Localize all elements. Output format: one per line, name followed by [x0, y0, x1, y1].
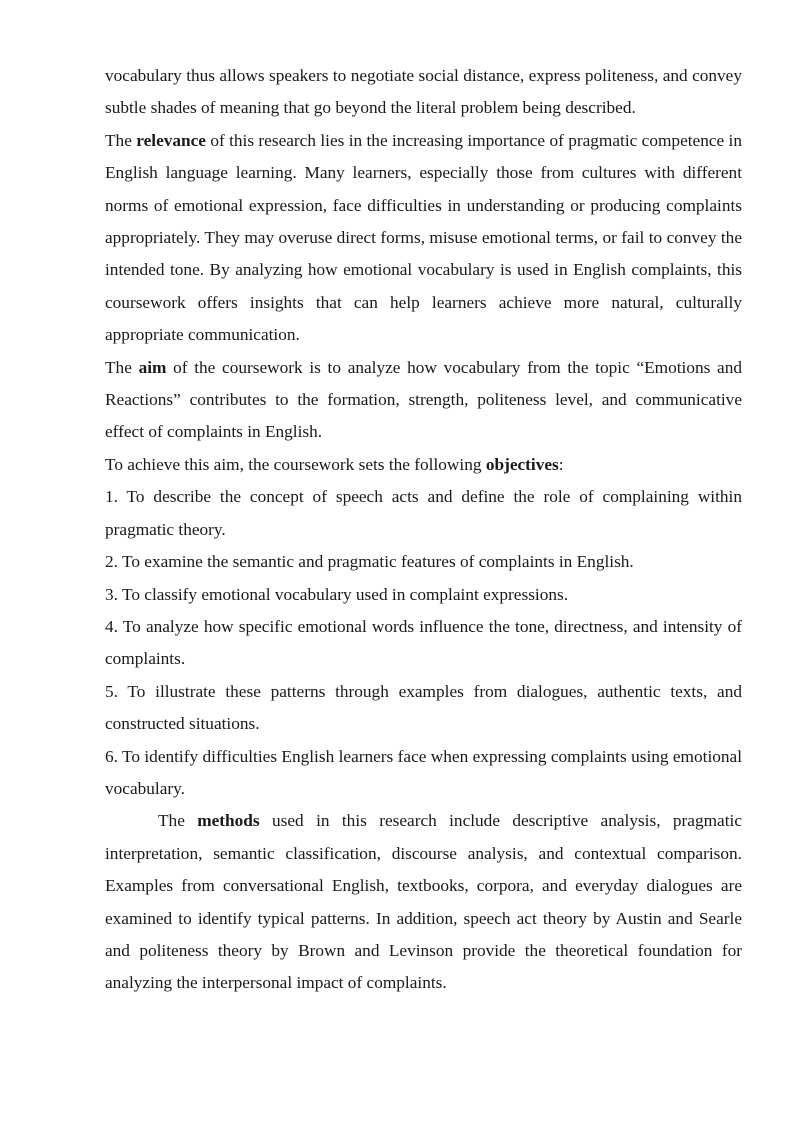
bold-term-methods: methods [197, 811, 260, 831]
document-page [105, 60, 742, 1000]
bold-term-relevance: relevance [136, 130, 206, 150]
text-segment: The [105, 130, 137, 150]
objective-item-4: 4. To analyze how specific emotional words influence the tone, directness, and intensity of complaints. [105, 616, 742, 669]
bold-term-objectives: objectives [485, 454, 559, 474]
text-segment: The [158, 811, 198, 831]
objective-item-6: 6. To identify difficulties English learners face when expressing complaints using emotional vocabulary. [105, 746, 742, 798]
objective-item-2: 2. To examine the semantic and pragmatic features of complaints in English. [105, 552, 634, 572]
text-segment: : [558, 454, 564, 474]
text-segment: used in this research include descriptive analysis, pragmatic interpretation, semantic classification, discourse analysis, and contextual comparison. Examples from conversational English, textbooks, corpora, and everyday dialogues are examined to identify typical patterns. In addition, speech act theory by Austin and Searle and politeness theory by Brown and Levinson provide the theoretical foundation for analyzing the interpersonal impact of complaints. [105, 811, 742, 993]
text-segment: of the coursework is to analyze how vocabulary from the topic “Emotions and Reactions” contributes to the formation, strength, politeness level, and communicative effect of complaints in English. [105, 357, 743, 442]
objective-item-3: 3. To classify emotional vocabulary used in complaint expressions. [105, 584, 569, 604]
paragraph-aim [105, 352, 742, 449]
text-segment: of this research lies in the increasing importance of pragmatic competence in English language learning. Many learners, especially those from cultures with different norms of emotional expression, face difficulties in understanding or producing complaints appropriately. They may overuse direct forms, misuse emotional terms, or fail to convey the intended tone. By analyzing how emotional vocabulary is used in English complaints, this coursework offers insights that can help learners achieve more natural, culturally appropriate communication. [105, 130, 742, 345]
objective-item-5: 5. To illustrate these patterns through examples from dialogues, authentic texts, and constructed situations. [105, 681, 742, 734]
text-segment: To achieve this aim, the coursework sets the following [105, 454, 486, 474]
text-segment: The [105, 357, 139, 377]
paragraph-relevance [105, 125, 742, 352]
paragraph-objectives-intro [105, 449, 742, 481]
paragraph-continuation: vocabulary thus allows speakers to negotiate social distance, express politeness, and convey subtle shades of meaning that go beyond the literal problem being described. [105, 66, 742, 118]
bold-term-aim: aim [138, 357, 167, 377]
objective-item-1: 1. To describe the concept of speech acts and define the role of complaining within pragmatic theory. [105, 487, 742, 539]
paragraph-methods [105, 805, 742, 999]
